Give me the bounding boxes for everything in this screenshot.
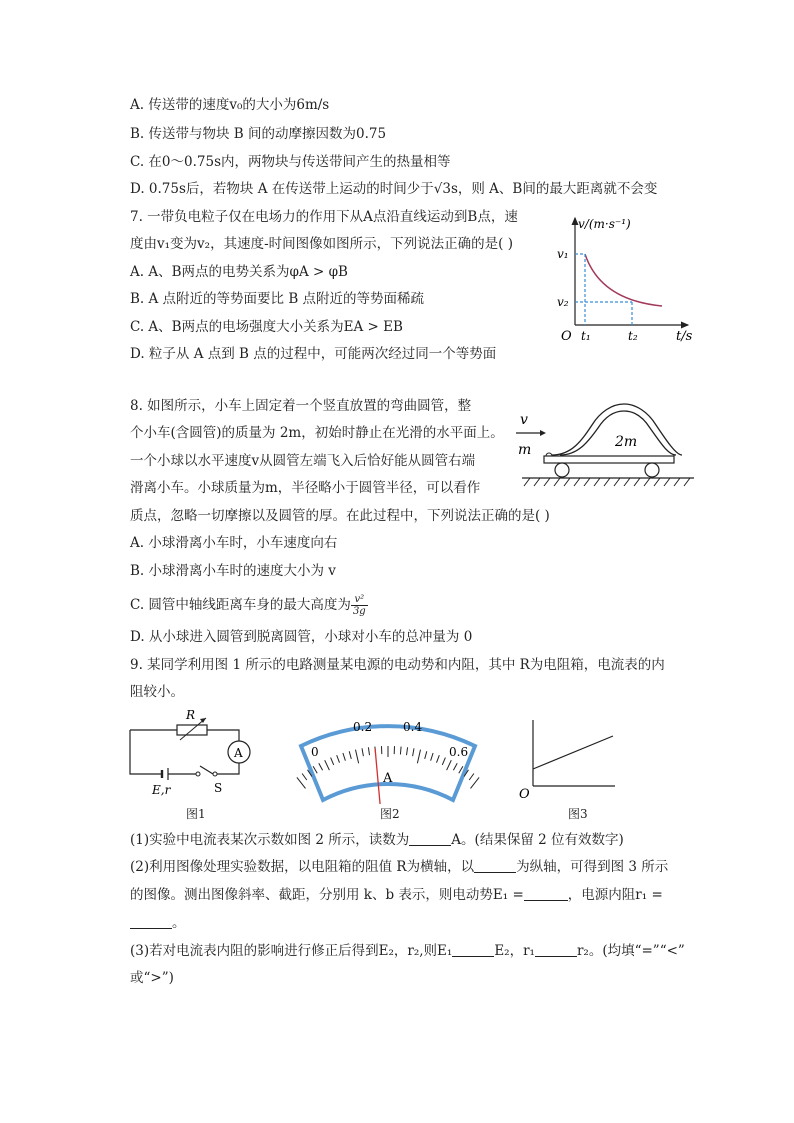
q7-option-b: B. A 点附近的等势面要比 B 点附近的等势面稀疏 xyxy=(130,291,425,307)
fig1-ammeter-label: A xyxy=(234,746,243,760)
q9-part2-axis-blank[interactable] xyxy=(474,858,516,873)
dial-tick-label-0.6: 0.6 xyxy=(449,745,469,759)
q9-part2-l3: 。 xyxy=(172,915,186,931)
fig1-source-label: E,r xyxy=(152,783,171,797)
q8-option-c xyxy=(130,594,368,617)
q7-stem-line2: 度由v₁变为v₂，其速度-时间图像如图所示，下列说法正确的是( ) xyxy=(130,236,513,252)
q9-part2-line2 xyxy=(130,885,663,905)
q8-cart-body xyxy=(544,456,674,463)
dial-tick-label-0.4: 0.4 xyxy=(403,720,423,734)
dial-tick xyxy=(400,747,401,755)
q8-stem-line2: 个小车(含圆管)的质量为 2m，初始时静止在光滑的水平面上。 xyxy=(130,425,504,441)
q7-ylabel: v/(m·s⁻¹) xyxy=(578,217,631,231)
fig1-switch-label: S xyxy=(214,781,223,795)
dial-tick xyxy=(471,777,480,788)
q9-part3-emf-blank[interactable] xyxy=(452,942,494,957)
q9-fig3-graph xyxy=(515,712,625,802)
dial-tick-label-0: 0 xyxy=(311,745,319,759)
dial-tick-label-0.2: 0.2 xyxy=(353,720,373,734)
q7-v1-label: v₁ xyxy=(557,247,569,261)
q7-stem-line1: 7. 一带负电粒子仅在电场力的作用下从A点沿直线运动到B点，速 xyxy=(130,209,518,225)
q8-m-label: m xyxy=(518,442,532,458)
fig1-r-label: R xyxy=(186,708,196,722)
dial-tick xyxy=(297,777,306,788)
q9-part2-l1-pre: (2)利用图像处理实验数据，以电阻箱的阻值 R为横轴，以 xyxy=(130,859,475,875)
q8-option-d: D. 从小球进入圆管到脱离圆管，小球对小车的总冲量为 0 xyxy=(130,629,473,645)
switch-contact-right xyxy=(213,772,217,776)
q8-option-a: A. 小球滑离小车时，小车速度向右 xyxy=(130,535,338,551)
q9-part2-emf-blank[interactable] xyxy=(524,886,568,901)
q8-option-c-pre: C. 圆管中轴线距离车身的最大高度为 xyxy=(130,597,351,613)
q7-origin: O xyxy=(561,329,572,344)
q9-part2-l2-post: ，电源内阻r₁ = xyxy=(567,887,663,903)
q9-stem-line2: 阻较小。 xyxy=(130,684,184,700)
q8-stem-line3: 一个小球以水平速度v从圆管左端飞入后恰好能从圆管右端 xyxy=(130,453,476,469)
q7-velocity-curve xyxy=(585,254,662,306)
q6-option-c: C. 在0～0.75s内，两物块与传送带间产生的热量相等 xyxy=(130,154,451,170)
q7-option-c: C. A、B两点的电场强度大小关系为EA > EB xyxy=(130,319,403,335)
q9-part2-line3 xyxy=(130,913,186,933)
q9-fig1-circuit xyxy=(122,708,272,803)
q9-part2-l1-post: 为纵轴，可得到图 3 所示 xyxy=(516,859,669,875)
circuit-wire-top-right xyxy=(207,730,239,741)
q7-t2-label: t₂ xyxy=(628,329,638,343)
switch-lever xyxy=(200,766,213,774)
q9-part1-pre: (1)实验中电流表某次示数如图 2 所示，读数为 xyxy=(130,832,410,848)
q9-part3-post: r₂。(均填“=”“<” xyxy=(576,943,685,959)
q8-car-mass: 2m xyxy=(615,434,638,450)
dial-tick xyxy=(302,774,307,781)
q7-option-d: D. 粒子从 A 点到 B 点的过程中，可能两次经过同一个等势面 xyxy=(130,346,497,362)
q9-part3-line1 xyxy=(130,941,685,961)
q8-v-label: v xyxy=(520,412,528,428)
fig1-caption: 图1 xyxy=(186,807,206,821)
q8-velocity-arrowhead xyxy=(540,430,546,436)
q6-option-b: B. 传送带与物块 B 间的动摩擦因数为0.75 xyxy=(130,126,387,142)
switch-contact-left xyxy=(196,772,200,776)
q8-wheel-right xyxy=(645,463,659,477)
fig2-caption: 图2 xyxy=(380,807,400,821)
q6-option-d-pre: D. 0.75s后，若物块 A 在传送带上运动的时间少于 xyxy=(130,181,434,197)
fig3-caption: 图3 xyxy=(568,807,588,821)
q9-fig2-ammeter-dial xyxy=(293,706,483,804)
q9-part2-resistance-blank[interactable] xyxy=(130,914,172,929)
q8-fraction-denominator: 3g xyxy=(352,606,366,617)
q7-t1-label: t₁ xyxy=(581,329,591,343)
q8-stem-line4: 滑离小车。小球质量为m，半径略小于圆管半径，可以看作 xyxy=(130,480,481,496)
circuit-wire-left xyxy=(130,730,162,774)
q9-part2-line1 xyxy=(130,857,668,877)
q9-part3-pre: (3)若对电流表内阻的影响进行修正后得到E₂，r₂,则E₁ xyxy=(130,943,453,959)
q9-part1 xyxy=(130,830,624,850)
fig3-origin: O xyxy=(519,787,530,802)
dial-frame xyxy=(301,726,475,800)
circuit-wire-right xyxy=(217,763,239,774)
q8-cart-figure xyxy=(512,400,702,490)
q8-fraction-numerator: v² xyxy=(351,594,368,606)
q8-wheel-left xyxy=(555,463,569,477)
q8-option-c-fraction xyxy=(351,594,368,617)
dial-tick xyxy=(469,774,474,781)
q6-option-d-sqrt: √3s xyxy=(433,181,458,197)
fig3-line xyxy=(533,736,613,769)
q6-option-a: A. 传送带的速度v₀的大小为6m/s xyxy=(130,97,330,113)
q8-stem-line1: 8. 如图所示，小车上固定着一个竖直放置的弯曲圆管，整 xyxy=(130,398,472,414)
q9-part3-resistance-blank[interactable] xyxy=(535,942,577,957)
q8-stem-line5: 质点，忽略一切摩擦以及圆管的厚。在此过程中，下列说法正确的是( ) xyxy=(130,508,550,524)
q8-option-b: B. 小球滑离小车时的速度大小为 v xyxy=(130,563,336,579)
q7-option-a: A. A、B两点的电势关系为φA > φB xyxy=(130,264,348,280)
q9-part1-post: A。(结果保留 2 位有效数字) xyxy=(451,832,624,848)
q7-vt-graph xyxy=(550,212,700,344)
q7-xlabel: t/s xyxy=(676,329,693,344)
q8-ground-hatch xyxy=(524,478,690,486)
q9-stem-line1: 9. 某同学利用图 1 所示的电路测量某电源的电动势和内阻，其中 R为电阻箱，电流表的内 xyxy=(130,657,665,673)
q9-part3-mid: E₂，r₁ xyxy=(494,943,535,959)
q6-option-d-post: ，则 A、B间的最大距离就不会变 xyxy=(457,181,658,197)
q9-part3-line2: 或“>”) xyxy=(130,970,174,986)
q9-part1-blank[interactable] xyxy=(409,831,451,846)
dial-unit-label: A xyxy=(383,771,393,786)
q9-part2-l2-pre: 的图像。测出图像斜率、截距，分别用 k、b 表示，则电动势E₁ = xyxy=(130,887,524,903)
q6-option-d xyxy=(130,179,657,199)
q7-v2-label: v₂ xyxy=(557,295,569,309)
